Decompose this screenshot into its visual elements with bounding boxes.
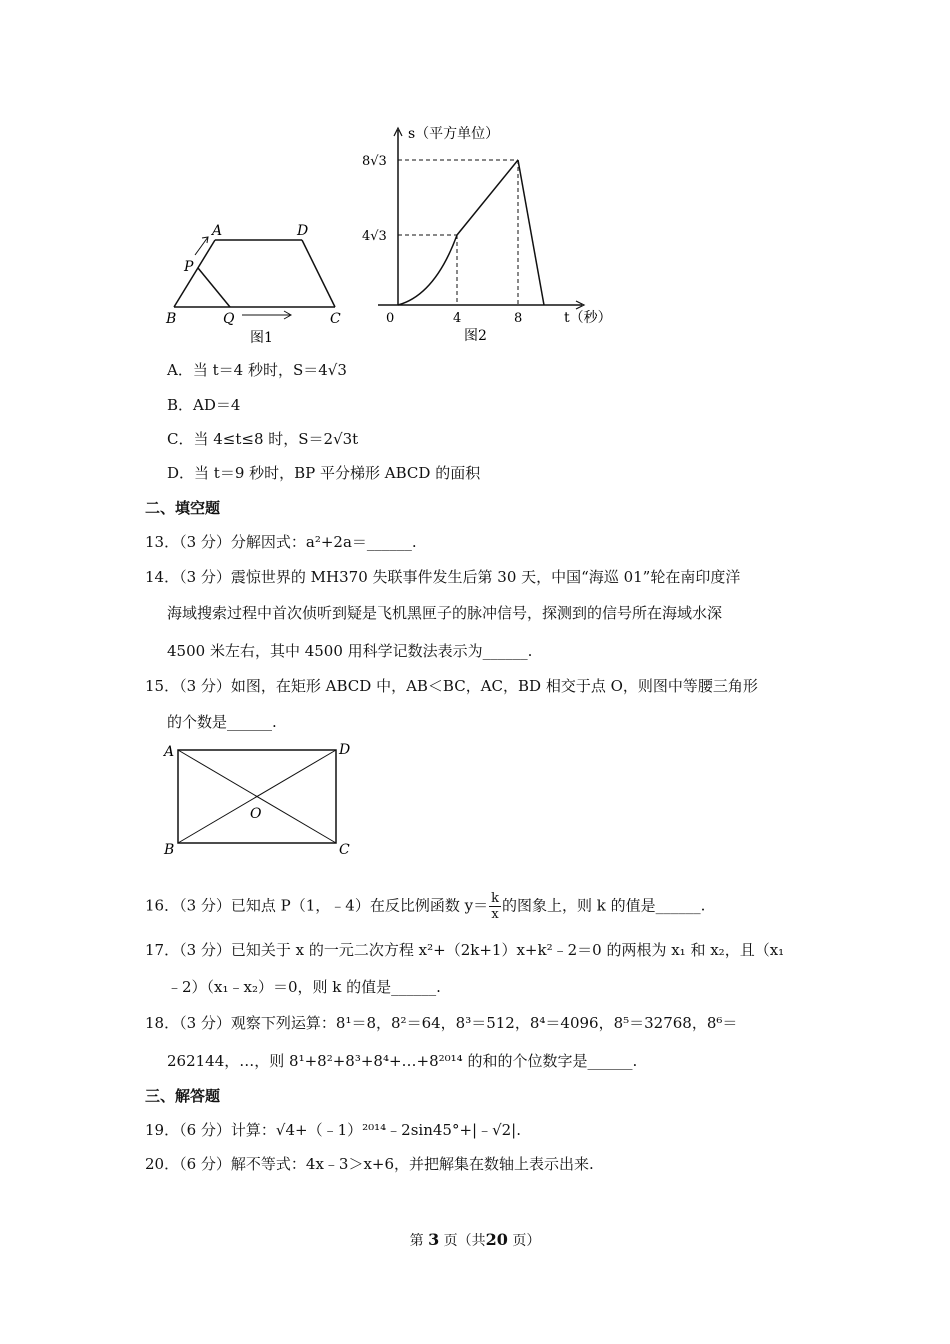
question-18-line-2: 262144，…，则 8¹+8²+8³+8⁴+…+8²⁰¹⁴ 的和的个位数字是______. bbox=[167, 1052, 638, 1070]
q17-score: （3 分） bbox=[179, 941, 231, 959]
q15-text-1: 如图，在矩形 ABCD 中，AB＜BC，AC，BD 相交于点 O，则图中等腰三角形 bbox=[230, 677, 758, 695]
question-18-line-1 bbox=[145, 1013, 737, 1033]
label-B: B bbox=[166, 311, 177, 327]
figure-2-graph bbox=[360, 120, 630, 350]
q14-score: （3 分） bbox=[179, 568, 231, 586]
option-c: C．当 4≤t≤8 时，S＝2√3t bbox=[167, 430, 359, 448]
q19-score: （6 分） bbox=[179, 1121, 231, 1139]
q18-score: （3 分） bbox=[179, 1014, 231, 1032]
option-d: D．当 t＝9 秒时，BP 平分梯形 ABCD 的面积 bbox=[167, 464, 481, 482]
figure-2-caption: 图2 bbox=[464, 328, 487, 344]
footer-middle: 页（共 bbox=[443, 1233, 486, 1249]
rect-label-C: C bbox=[339, 842, 350, 858]
q16-fraction bbox=[489, 891, 501, 922]
footer-suffix: 页） bbox=[512, 1233, 541, 1249]
q15-score: （3 分） bbox=[179, 677, 231, 695]
x-tick-0: 0 bbox=[386, 311, 395, 326]
figure-1-trapezoid bbox=[160, 215, 360, 350]
label-Q: Q bbox=[223, 311, 235, 327]
section-3-title: 三、解答题 bbox=[145, 1087, 221, 1105]
rect-label-D: D bbox=[339, 742, 351, 758]
footer-page-number: 3 bbox=[428, 1230, 440, 1249]
label-P: P bbox=[184, 259, 194, 275]
y-axis-label: s（平方单位） bbox=[408, 126, 500, 142]
label-C: C bbox=[330, 311, 341, 327]
question-14-line-2: 海域搜索过程中首次侦听到疑是飞机黑匣子的脉冲信号，探测到的信号所在海域水深 bbox=[167, 604, 723, 622]
figure-1-caption: 图1 bbox=[250, 330, 273, 346]
question-17-line-1 bbox=[145, 940, 784, 960]
q18-text-1: 观察下列运算：8¹＝8，8²＝64，8³＝512，8⁴＝4096，8⁵＝32768，8⁶＝ bbox=[230, 1014, 738, 1032]
x-tick-4: 4 bbox=[453, 311, 462, 326]
figure-3-rectangle bbox=[160, 738, 360, 863]
q17-text-1: 已知关于 x 的一元二次方程 x²+（2k+1）x+k²﹣2＝0 的两根为 x₁ 和 x₂，且（x₁ bbox=[230, 941, 785, 959]
question-14-line-1 bbox=[145, 567, 740, 587]
q19-number: 19． bbox=[145, 1121, 180, 1139]
q13-number: 13． bbox=[145, 533, 180, 551]
question-15-line-1 bbox=[145, 676, 758, 696]
q14-text-1: 震惊世界的 MH370 失联事件发生后第 30 天，中国“海巡 01”轮在南印度洋 bbox=[230, 568, 741, 586]
q16-text-before: 已知点 P（1，﹣4）在反比例函数 y＝ bbox=[230, 896, 489, 915]
x-axis-label: t（秒） bbox=[564, 310, 612, 326]
x-tick-8: 8 bbox=[514, 311, 523, 326]
question-20 bbox=[145, 1154, 594, 1174]
rect-label-A: A bbox=[164, 744, 175, 760]
footer-prefix: 第 bbox=[409, 1233, 424, 1249]
footer-total-pages: 20 bbox=[485, 1230, 508, 1249]
rect-label-O: O bbox=[250, 806, 262, 822]
question-16 bbox=[145, 891, 705, 922]
q17-number: 17． bbox=[145, 941, 180, 959]
y-tick-8root3: 8√3 bbox=[362, 154, 387, 169]
section-2-title: 二、填空题 bbox=[145, 499, 221, 517]
q20-number: 20． bbox=[145, 1155, 180, 1173]
option-a: A．当 t＝4 秒时，S＝4√3 bbox=[167, 361, 347, 379]
y-tick-4root3: 4√3 bbox=[362, 229, 387, 244]
q16-frac-denominator: x bbox=[491, 907, 499, 922]
q14-number: 14． bbox=[145, 568, 180, 586]
q18-number: 18． bbox=[145, 1014, 180, 1032]
question-13 bbox=[145, 532, 417, 552]
q16-text-after: 的图象上，则 k 的值是______. bbox=[502, 896, 706, 915]
q19-text: 计算：√4+（﹣1）²⁰¹⁴﹣2sin45°+|﹣√2|. bbox=[230, 1121, 522, 1139]
q16-frac-numerator: k bbox=[491, 891, 499, 906]
question-14-line-3: 4500 米左右，其中 4500 用科学记数法表示为______. bbox=[167, 642, 533, 660]
label-A: A bbox=[212, 223, 223, 239]
q13-score: （3 分） bbox=[179, 533, 231, 551]
q20-text: 解不等式：4x﹣3＞x+6，并把解集在数轴上表示出来. bbox=[230, 1155, 594, 1173]
rect-label-B: B bbox=[164, 842, 175, 858]
q15-number: 15． bbox=[145, 677, 180, 695]
question-15-line-2: 的个数是______. bbox=[167, 713, 277, 731]
question-19 bbox=[145, 1120, 521, 1140]
q16-score: （3 分） bbox=[179, 896, 231, 915]
label-D: D bbox=[297, 223, 309, 239]
page-footer bbox=[0, 1230, 950, 1250]
q13-text: 分解因式：a²+2a＝______. bbox=[230, 533, 417, 551]
q20-score: （6 分） bbox=[179, 1155, 231, 1173]
option-b: B．AD＝4 bbox=[167, 396, 241, 414]
q16-number: 16． bbox=[145, 896, 180, 915]
question-17-line-2: ﹣2）（x₁﹣x₂）＝0，则 k 的值是______. bbox=[167, 978, 441, 996]
